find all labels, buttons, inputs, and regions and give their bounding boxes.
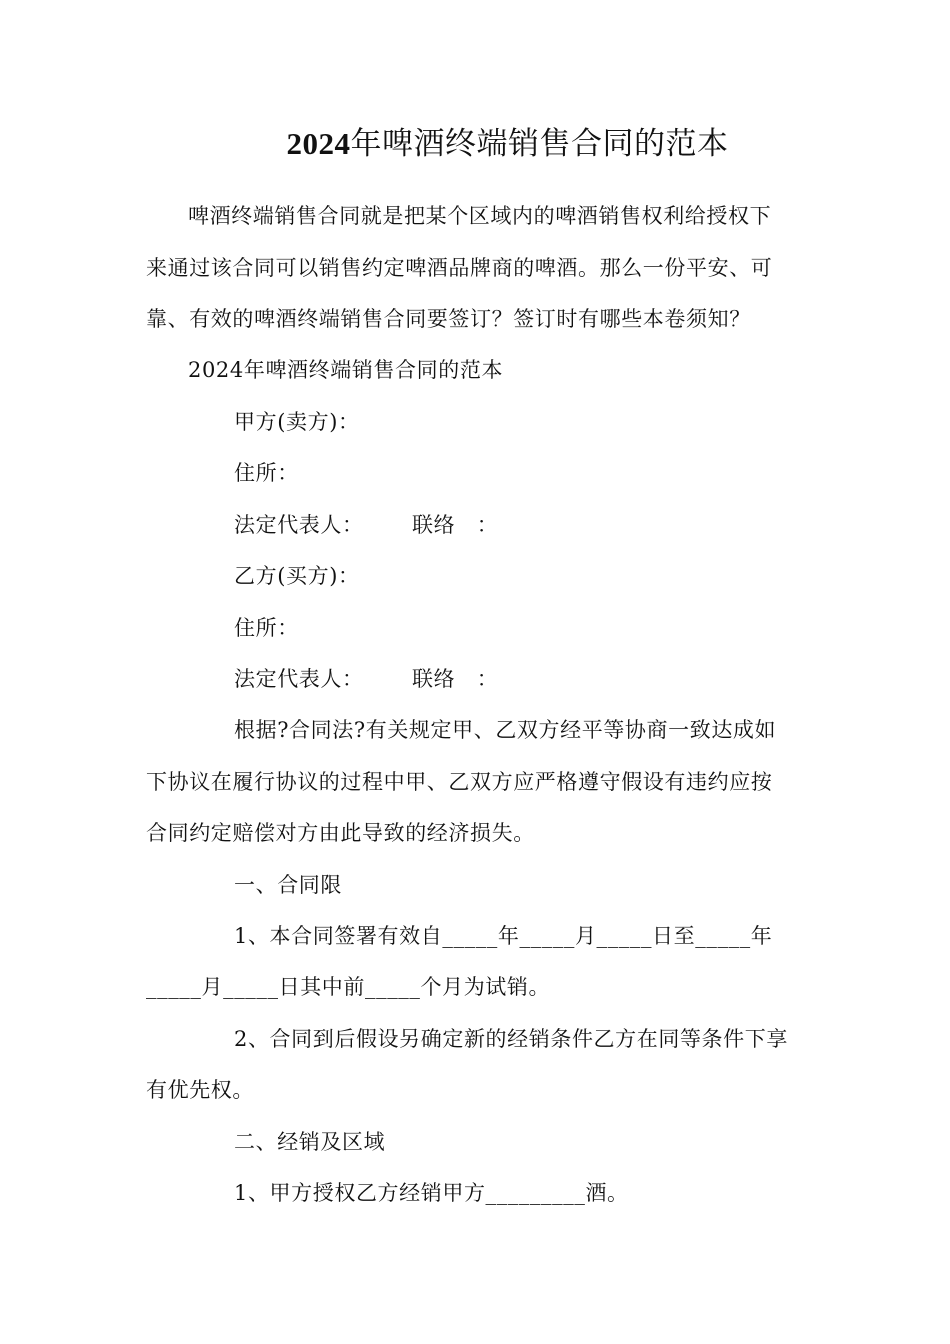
preamble-line-3: 合同约定赔偿对方由此导致的经济损失。 (146, 821, 535, 845)
party-b-label: 乙方(买方)： (234, 564, 360, 588)
party-a-address: 住所： (234, 461, 299, 485)
section-2-heading: 二、经销及区域 (234, 1130, 386, 1154)
title-text: 年啤酒终端销售合同的范本 (350, 126, 729, 162)
clause-1-2-line-2: 有优先权。 (146, 1078, 254, 1102)
subtitle-line: 2024年啤酒终端销售合同的范本 (188, 358, 504, 382)
preamble-line-2: 下协议在履行协议的过程中甲、乙双方应严格遵守假设有违约应按 (146, 770, 773, 794)
intro-line-1: 啤酒终端销售合同就是把某个区域内的啤酒销售权利给授权下 (188, 204, 772, 228)
party-b-address: 住所： (234, 616, 299, 640)
party-a-representative: 法定代表人： (234, 513, 364, 537)
clause-1-2-line-1: 2、合同到后假设另确定新的经销条件乙方在同等条件下享 (234, 1027, 788, 1051)
clause-1-1-line-2: _____月_____日其中前_____个月为试销。 (146, 975, 551, 999)
intro-line-3: 靠、有效的啤酒终端销售合同要签订？签订时有哪些本卷须知？ (146, 307, 751, 331)
clause-2-1: 1、甲方授权乙方经销甲方_________酒。 (234, 1181, 629, 1205)
title-year: 2024 (286, 126, 351, 161)
party-b-representative: 法定代表人： (234, 667, 364, 691)
document-title (0, 122, 950, 166)
section-1-heading: 一、合同限 (234, 873, 342, 897)
intro-line-2: 来通过该合同可以销售约定啤酒品牌商的啤酒。那么一份平安、可 (146, 256, 773, 280)
party-a-contact: 联络 ： (412, 513, 499, 537)
clause-1-1-line-1: 1、本合同签署有效自_____年_____月_____日至_____年 (234, 924, 773, 948)
party-b-contact: 联络 ： (412, 667, 499, 691)
preamble-line-1: 根据?合同法?有关规定甲、乙双方经平等协商一致达成如 (234, 718, 777, 742)
party-a-label: 甲方(卖方)： (234, 410, 360, 434)
